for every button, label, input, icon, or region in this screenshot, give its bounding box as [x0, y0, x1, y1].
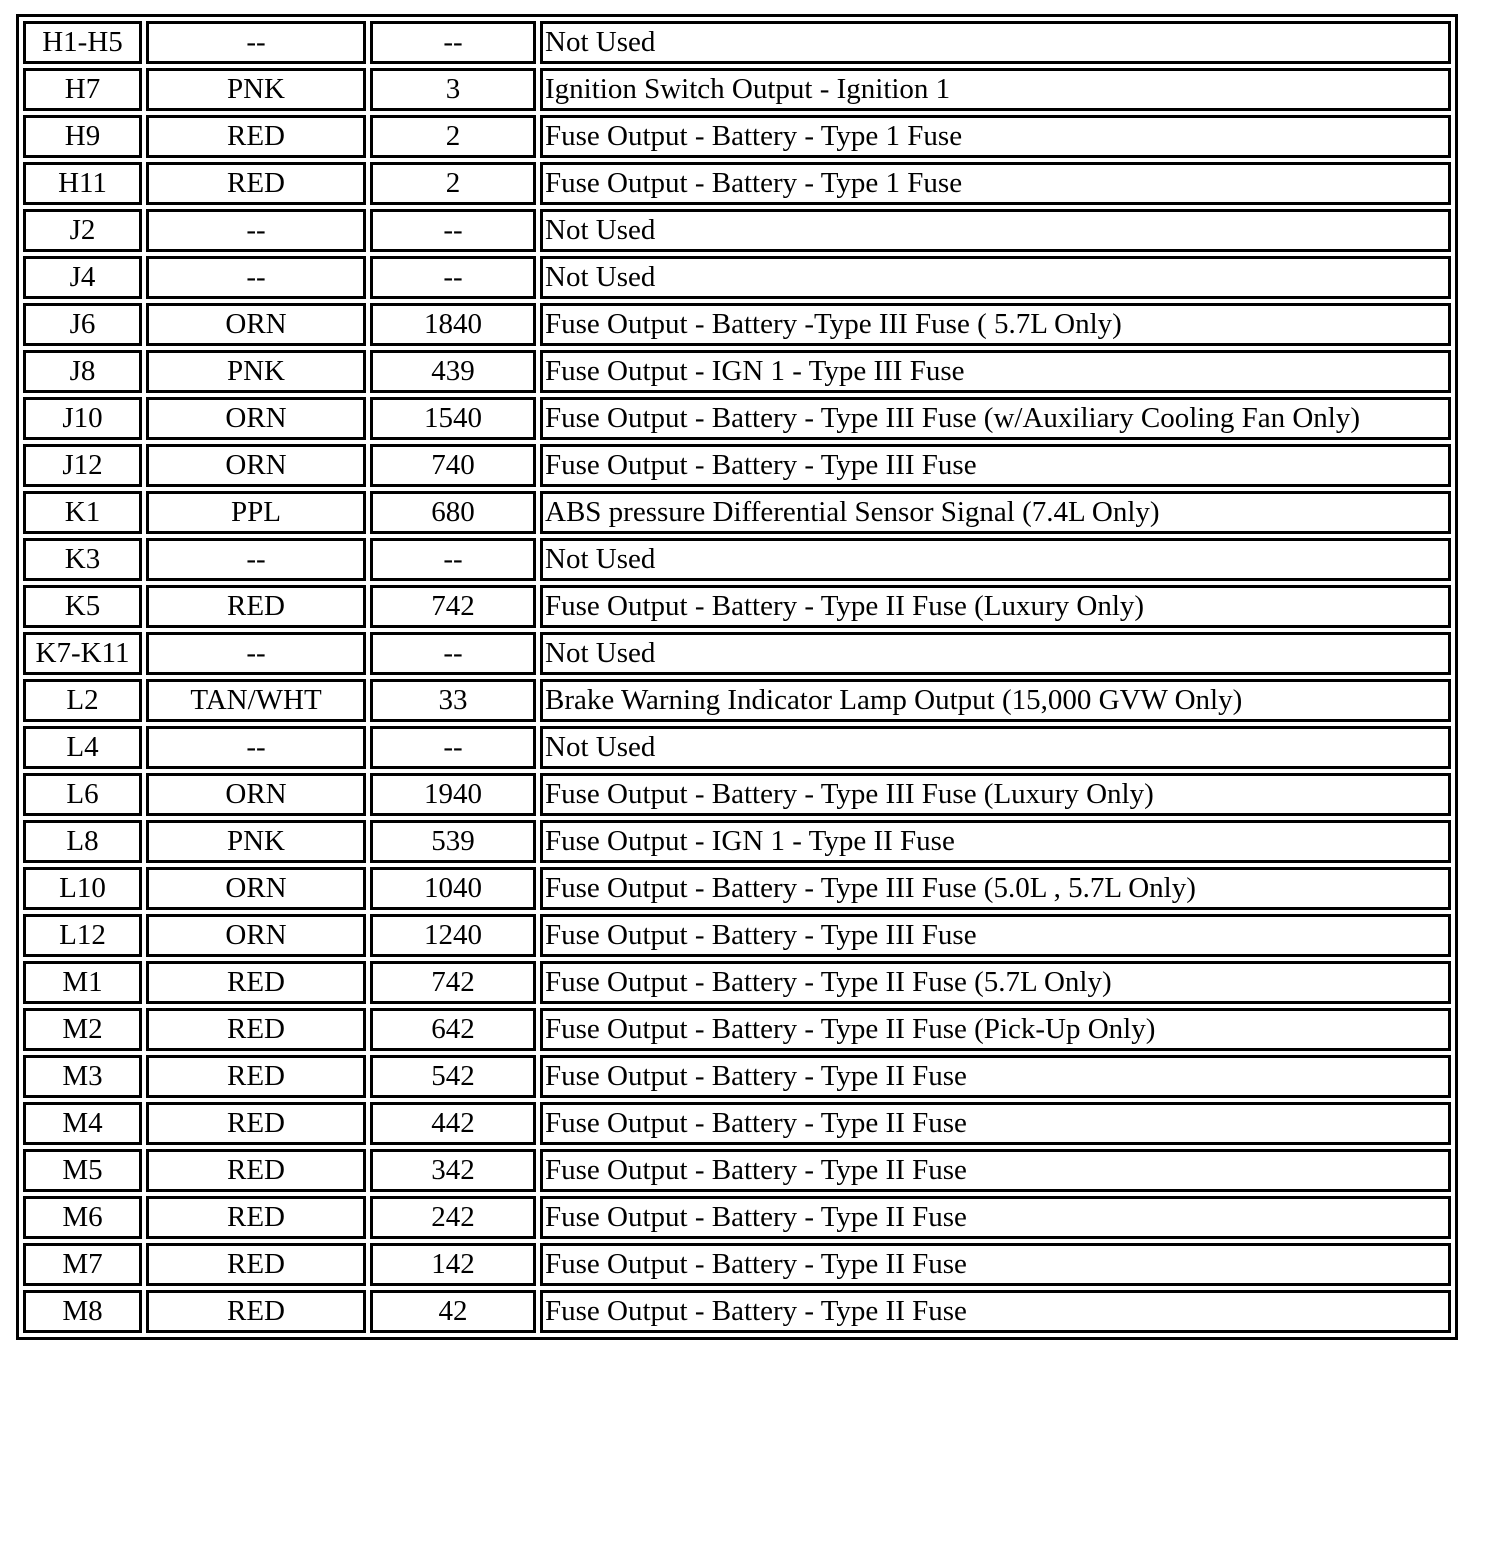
wire-color-cell: RED	[146, 1290, 366, 1333]
circuit-number-cell: 542	[370, 1055, 536, 1098]
pin-cell: L6	[23, 773, 142, 816]
table-row	[23, 961, 1451, 1004]
wire-color-cell: ORN	[146, 773, 366, 816]
wire-color-cell: --	[146, 632, 366, 675]
pin-cell: M5	[23, 1149, 142, 1192]
wire-color-cell: PNK	[146, 820, 366, 863]
circuit-number-cell: 1540	[370, 397, 536, 440]
pin-cell: L8	[23, 820, 142, 863]
pin-cell: L4	[23, 726, 142, 769]
wire-color-cell: RED	[146, 1243, 366, 1286]
pin-cell: H1-H5	[23, 21, 142, 64]
function-cell: Fuse Output - Battery - Type III Fuse (5.0L , 5.7L Only)	[540, 867, 1451, 910]
circuit-number-cell: --	[370, 632, 536, 675]
table-row	[23, 538, 1451, 581]
circuit-number-cell: 642	[370, 1008, 536, 1051]
circuit-number-cell: 2	[370, 162, 536, 205]
function-cell: Not Used	[540, 209, 1451, 252]
function-cell: Fuse Output - Battery - Type II Fuse	[540, 1196, 1451, 1239]
pin-cell: H7	[23, 68, 142, 111]
table-row	[23, 209, 1451, 252]
table-row	[23, 726, 1451, 769]
function-cell: Fuse Output - Battery - Type II Fuse	[540, 1243, 1451, 1286]
circuit-number-cell: --	[370, 209, 536, 252]
circuit-number-cell: --	[370, 21, 536, 64]
table-row	[23, 914, 1451, 957]
wire-color-cell: RED	[146, 1055, 366, 1098]
pinout-table-body	[23, 21, 1451, 1333]
wire-color-cell: PNK	[146, 68, 366, 111]
table-row	[23, 820, 1451, 863]
pin-cell: J8	[23, 350, 142, 393]
table-row	[23, 1290, 1451, 1333]
circuit-number-cell: 1940	[370, 773, 536, 816]
function-cell: Fuse Output - Battery - Type II Fuse (5.7L Only)	[540, 961, 1451, 1004]
wire-color-cell: --	[146, 21, 366, 64]
table-row	[23, 397, 1451, 440]
function-cell: Fuse Output - Battery - Type III Fuse	[540, 444, 1451, 487]
table-row	[23, 1196, 1451, 1239]
pin-cell: M6	[23, 1196, 142, 1239]
function-cell: Not Used	[540, 21, 1451, 64]
circuit-number-cell: --	[370, 726, 536, 769]
table-row	[23, 1008, 1451, 1051]
wire-color-cell: PNK	[146, 350, 366, 393]
table-row	[23, 773, 1451, 816]
wire-color-cell: --	[146, 538, 366, 581]
table-row	[23, 1055, 1451, 1098]
table-row	[23, 585, 1451, 628]
pin-cell: K3	[23, 538, 142, 581]
table-row	[23, 444, 1451, 487]
pin-cell: M3	[23, 1055, 142, 1098]
wire-color-cell: --	[146, 256, 366, 299]
function-cell: Fuse Output - IGN 1 - Type II Fuse	[540, 820, 1451, 863]
pin-cell: L2	[23, 679, 142, 722]
wire-color-cell: RED	[146, 115, 366, 158]
function-cell: Fuse Output - Battery -Type III Fuse ( 5.7L Only)	[540, 303, 1451, 346]
connector-pinout-table	[19, 17, 1455, 1337]
pin-cell: K5	[23, 585, 142, 628]
wire-color-cell: RED	[146, 1102, 366, 1145]
function-cell: ABS pressure Differential Sensor Signal (7.4L Only)	[540, 491, 1451, 534]
function-cell: Fuse Output - Battery - Type II Fuse	[540, 1290, 1451, 1333]
wire-color-cell: ORN	[146, 914, 366, 957]
pin-cell: M8	[23, 1290, 142, 1333]
wire-color-cell: RED	[146, 1008, 366, 1051]
table-row	[23, 1243, 1451, 1286]
function-cell: Not Used	[540, 538, 1451, 581]
pin-cell: H11	[23, 162, 142, 205]
table-row	[23, 115, 1451, 158]
circuit-number-cell: 1040	[370, 867, 536, 910]
table-row	[23, 162, 1451, 205]
function-cell: Not Used	[540, 726, 1451, 769]
pin-cell: J12	[23, 444, 142, 487]
function-cell: Fuse Output - Battery - Type 1 Fuse	[540, 115, 1451, 158]
wire-color-cell: ORN	[146, 397, 366, 440]
pin-cell: J10	[23, 397, 142, 440]
connector-pinout-table-frame	[16, 14, 1458, 1340]
wire-color-cell: RED	[146, 961, 366, 1004]
circuit-number-cell: 742	[370, 585, 536, 628]
circuit-number-cell: 740	[370, 444, 536, 487]
function-cell: Fuse Output - Battery - Type II Fuse	[540, 1055, 1451, 1098]
table-row	[23, 68, 1451, 111]
circuit-number-cell: 742	[370, 961, 536, 1004]
circuit-number-cell: 439	[370, 350, 536, 393]
pin-cell: L10	[23, 867, 142, 910]
pin-cell: M1	[23, 961, 142, 1004]
table-row	[23, 350, 1451, 393]
circuit-number-cell: 342	[370, 1149, 536, 1192]
wire-color-cell: ORN	[146, 303, 366, 346]
table-row	[23, 1149, 1451, 1192]
pin-cell: K7-K11	[23, 632, 142, 675]
circuit-number-cell: 242	[370, 1196, 536, 1239]
circuit-number-cell: --	[370, 256, 536, 299]
circuit-number-cell: 539	[370, 820, 536, 863]
wire-color-cell: PPL	[146, 491, 366, 534]
wire-color-cell: RED	[146, 1149, 366, 1192]
pin-cell: J2	[23, 209, 142, 252]
table-row	[23, 21, 1451, 64]
table-row	[23, 632, 1451, 675]
table-row	[23, 491, 1451, 534]
function-cell: Fuse Output - Battery - Type III Fuse (Luxury Only)	[540, 773, 1451, 816]
circuit-number-cell: 33	[370, 679, 536, 722]
function-cell: Fuse Output - Battery - Type III Fuse (w/Auxiliary Cooling Fan Only)	[540, 397, 1451, 440]
wire-color-cell: TAN/WHT	[146, 679, 366, 722]
table-row	[23, 303, 1451, 346]
function-cell: Fuse Output - Battery - Type II Fuse (Pick-Up Only)	[540, 1008, 1451, 1051]
pin-cell: J4	[23, 256, 142, 299]
function-cell: Fuse Output - Battery - Type II Fuse	[540, 1102, 1451, 1145]
function-cell: Ignition Switch Output - Ignition 1	[540, 68, 1451, 111]
function-cell: Fuse Output - Battery - Type III Fuse	[540, 914, 1451, 957]
function-cell: Fuse Output - Battery - Type II Fuse	[540, 1149, 1451, 1192]
function-cell: Not Used	[540, 632, 1451, 675]
table-row	[23, 867, 1451, 910]
wire-color-cell: --	[146, 726, 366, 769]
circuit-number-cell: 142	[370, 1243, 536, 1286]
circuit-number-cell: 680	[370, 491, 536, 534]
table-row	[23, 256, 1451, 299]
pin-cell: K1	[23, 491, 142, 534]
circuit-number-cell: 1840	[370, 303, 536, 346]
function-cell: Not Used	[540, 256, 1451, 299]
wire-color-cell: RED	[146, 1196, 366, 1239]
circuit-number-cell: 442	[370, 1102, 536, 1145]
wire-color-cell: RED	[146, 585, 366, 628]
pin-cell: M4	[23, 1102, 142, 1145]
pin-cell: M2	[23, 1008, 142, 1051]
pin-cell: L12	[23, 914, 142, 957]
circuit-number-cell: 1240	[370, 914, 536, 957]
circuit-number-cell: 42	[370, 1290, 536, 1333]
circuit-number-cell: --	[370, 538, 536, 581]
pin-cell: J6	[23, 303, 142, 346]
wire-color-cell: --	[146, 209, 366, 252]
function-cell: Fuse Output - IGN 1 - Type III Fuse	[540, 350, 1451, 393]
function-cell: Brake Warning Indicator Lamp Output (15,000 GVW Only)	[540, 679, 1451, 722]
pin-cell: M7	[23, 1243, 142, 1286]
wire-color-cell: RED	[146, 162, 366, 205]
function-cell: Fuse Output - Battery - Type 1 Fuse	[540, 162, 1451, 205]
wire-color-cell: ORN	[146, 444, 366, 487]
wire-color-cell: ORN	[146, 867, 366, 910]
table-row	[23, 1102, 1451, 1145]
table-row	[23, 679, 1451, 722]
pin-cell: H9	[23, 115, 142, 158]
function-cell: Fuse Output - Battery - Type II Fuse (Luxury Only)	[540, 585, 1451, 628]
circuit-number-cell: 3	[370, 68, 536, 111]
circuit-number-cell: 2	[370, 115, 536, 158]
